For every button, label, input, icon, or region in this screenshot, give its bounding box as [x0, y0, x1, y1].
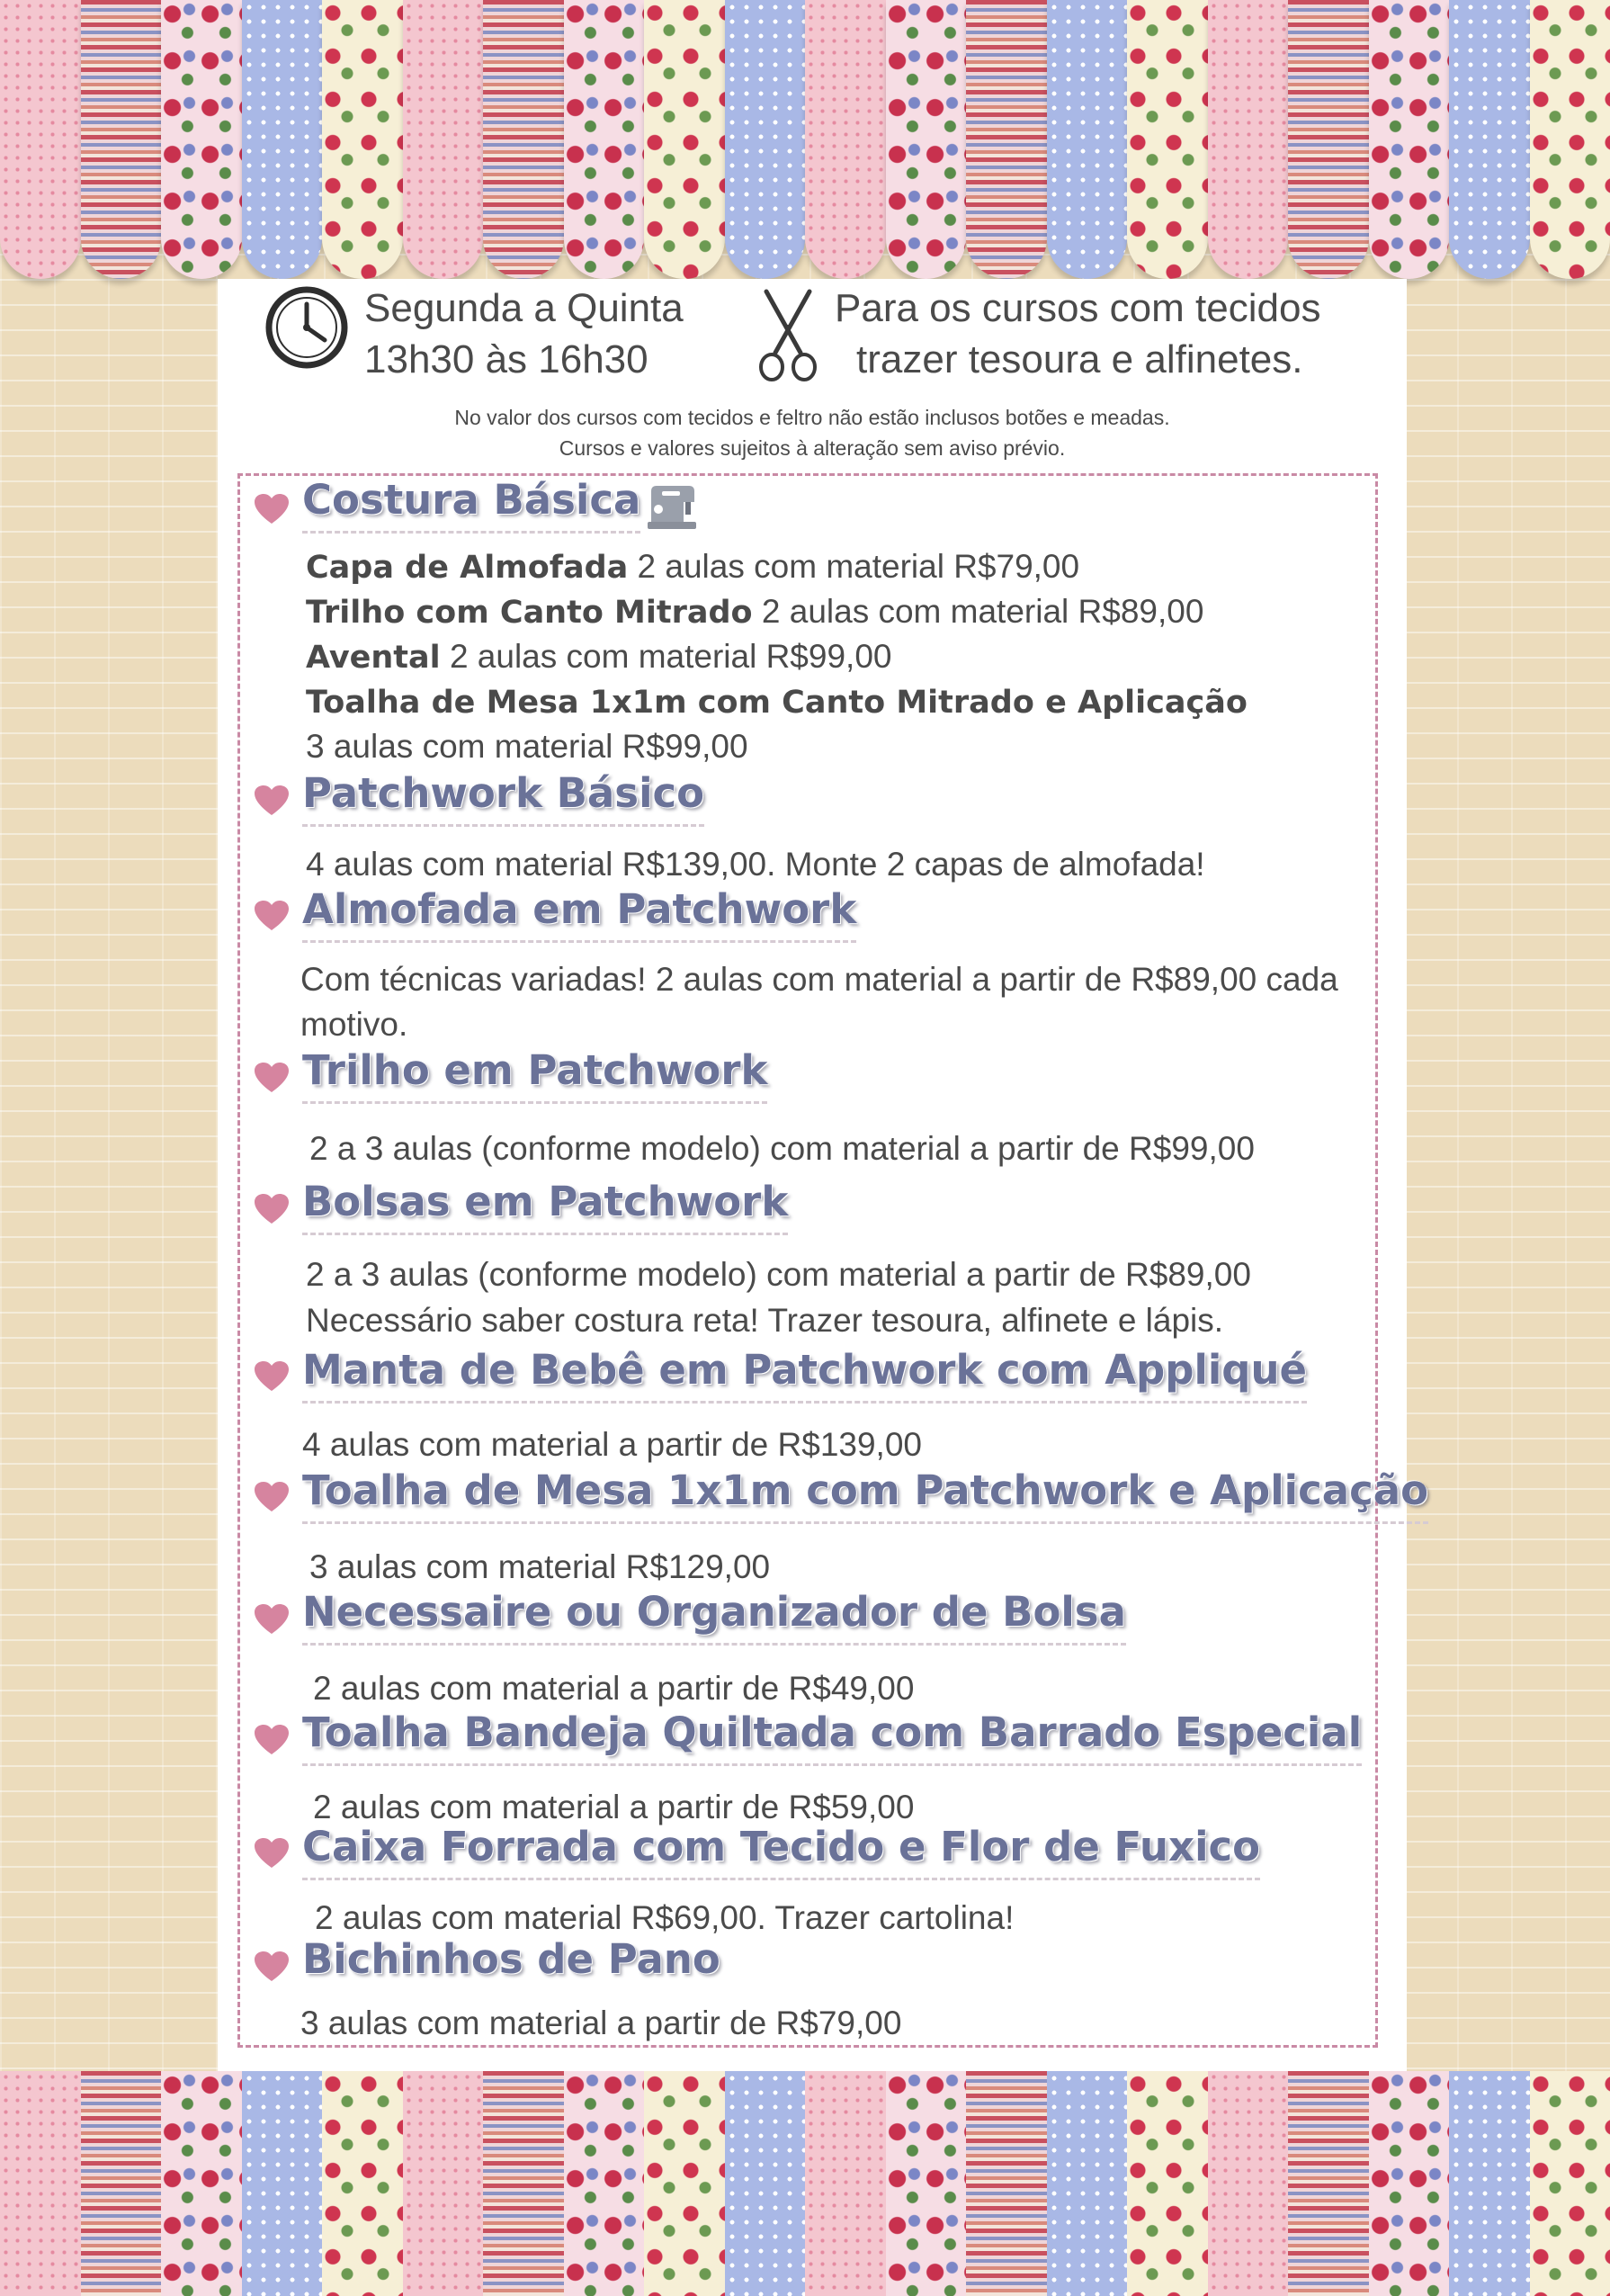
course-item-detail: 2 aulas com material R$99,00 [449, 638, 892, 675]
heart-icon [254, 1481, 290, 1513]
heart-icon [254, 1360, 290, 1393]
course-detail: Com técnicas variadas! 2 aulas com material a partir de R$89,00 cada motivo. [300, 961, 1338, 1043]
course-title-almofada: Almofada em Patchwork [302, 886, 856, 943]
heart-icon [254, 1724, 290, 1756]
course-title-manta-bebe: Manta de Bebê em Patchwork com Appliqué [302, 1347, 1307, 1404]
course-detail: Necessário saber costura reta! Trazer tesoura, alfinete e lápis. [306, 1302, 1224, 1339]
course-detail: 2 aulas com material a partir de R$49,00 [313, 1670, 915, 1707]
course-title-patchwork-basico: Patchwork Básico [302, 770, 704, 827]
course-detail: 3 aulas com material R$129,00 [309, 1548, 771, 1585]
course-title-caixa-forrada: Caixa Forrada com Tecido e Flor de Fuxico [302, 1824, 1260, 1880]
course-title-bolsas: Bolsas em Patchwork [302, 1179, 788, 1235]
course-title-trilho: Trilho em Patchwork [302, 1047, 767, 1104]
heart-icon [254, 785, 290, 817]
course-title-bichinhos: Bichinhos de Pano [302, 1935, 720, 1983]
course-title-toalha-bandeja: Toalha Bandeja Quiltada com Barrado Especial [302, 1709, 1362, 1766]
heart-icon [254, 1062, 290, 1094]
course-detail: 3 aulas com material a partir de R$79,00 [300, 2005, 902, 2041]
course-item [306, 548, 1079, 586]
heart-icon [254, 1193, 290, 1225]
tools-note-line1: Para os cursos com tecidos [835, 286, 1321, 330]
heart-icon [254, 1603, 290, 1636]
course-item-name: Toalha de Mesa 1x1m com Canto Mitrado e Aplicação [306, 685, 1248, 721]
sewing-machine-icon [644, 482, 700, 533]
course-item [306, 638, 891, 676]
course-title-toalha-mesa: Toalha de Mesa 1x1m com Patchwork e Aplicação [302, 1467, 1428, 1524]
tools-note-line2: trazer tesoura e alfinetes. [856, 337, 1303, 381]
schedule-days: Segunda a Quinta [364, 286, 684, 330]
course-detail: 4 aulas com material R$139,00. Monte 2 capas de almofada! [306, 846, 1205, 883]
course-item-name: Avental [306, 640, 441, 676]
course-title-costura-basica: Costura Básica [302, 477, 640, 534]
heart-icon [254, 900, 290, 932]
course-item-detail: 2 aulas com material R$89,00 [761, 593, 1204, 630]
clock-icon [265, 286, 348, 369]
heart-icon [254, 1837, 290, 1870]
fabric-stripes-top [0, 0, 1610, 279]
course-item-name: Capa de Almofada [306, 550, 629, 586]
heart-icon [254, 1951, 290, 1983]
notice-line1: No valor dos cursos com tecidos e feltro não estão inclusos botões e meadas. [454, 406, 1170, 429]
course-detail: 2 a 3 aulas (conforme modelo) com material a partir de R$89,00 [306, 1256, 1251, 1293]
notice-line2: Cursos e valores sujeitos à alteração sem aviso prévio. [559, 436, 1066, 460]
fabric-stripes-bottom [0, 2071, 1610, 2296]
course-item-name: Trilho com Canto Mitrado [306, 595, 753, 631]
course-detail: 4 aulas com material a partir de R$139,00 [302, 1426, 922, 1463]
course-detail: 2 a 3 aulas (conforme modelo) com material a partir de R$99,00 [309, 1130, 1255, 1167]
course-detail: 2 aulas com material a partir de R$59,00 [313, 1789, 915, 1825]
course-item [306, 683, 1248, 721]
course-detail: 2 aulas com material R$69,00. Trazer cartolina! [315, 1899, 1015, 1936]
schedule-hours: 13h30 às 16h30 [364, 337, 648, 381]
heart-icon [254, 493, 290, 525]
scissors-icon [756, 288, 820, 385]
course-item [306, 593, 1203, 631]
course-item-detail: 2 aulas com material R$79,00 [637, 548, 1080, 585]
course-title-necessaire: Necessaire ou Organizador de Bolsa [302, 1589, 1126, 1646]
course-item-detail: 3 aulas com material R$99,00 [306, 728, 748, 765]
